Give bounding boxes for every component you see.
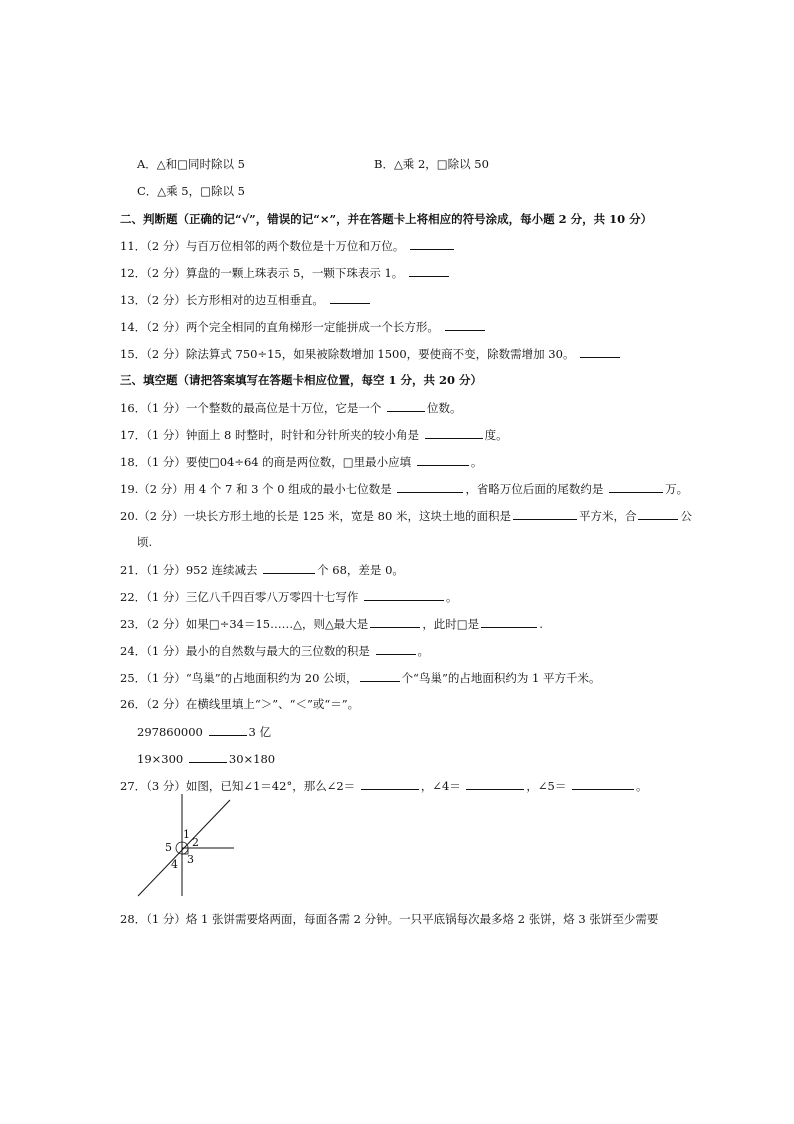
q26-row-1: [137, 724, 271, 739]
question-21: [120, 562, 404, 577]
option-b: B．△乘 2，□除以 50: [374, 157, 489, 171]
angle-label-4: 4: [171, 858, 178, 871]
q26-row1-right: 3 亿: [248, 725, 271, 739]
q24-blank[interactable]: [376, 643, 416, 655]
q27-text: 27．（3 分）如图，已知∠1＝42°，那么∠2＝: [120, 779, 356, 793]
option-a: A．△和□同时除以 5: [137, 157, 245, 171]
q26-row2-blank[interactable]: [189, 751, 227, 763]
q16-suffix: 位数。: [427, 401, 462, 415]
q20-blank-1[interactable]: [513, 508, 577, 520]
q13-text: 13．（2 分）长方形相对的边互相垂直。: [120, 293, 324, 307]
question-11: [120, 238, 456, 253]
q18-blank[interactable]: [417, 454, 469, 466]
question-14: [120, 319, 487, 334]
q17-suffix: 度。: [484, 428, 508, 442]
q17-blank[interactable]: [425, 427, 483, 439]
q23-blank-1[interactable]: [370, 616, 420, 628]
q23-text: 23．（2 分）如果□÷34＝15……△，则△最大是: [120, 617, 369, 631]
q27-middle-2: ，∠5＝: [526, 779, 567, 793]
angle-label-5: 5: [165, 841, 172, 854]
q27-middle-1: ，∠4＝: [420, 779, 461, 793]
q24-text: 24．（1 分）最小的自然数与最大的三位数的积是: [120, 644, 370, 658]
q25-suffix: 个“鸟巢”的占地面积约为 1 平方千米。: [401, 671, 601, 685]
q27-blank-3[interactable]: [572, 778, 634, 790]
q19-blank-2[interactable]: [609, 481, 663, 493]
q24-suffix: 。: [417, 644, 430, 658]
question-18: [120, 454, 482, 469]
question-13: [120, 292, 372, 307]
q14-text: 14．（2 分）两个完全相同的直角梯形一定能拼成一个长方形。: [120, 320, 439, 334]
q27-blank-2[interactable]: [466, 778, 524, 790]
q20-blank-2[interactable]: [638, 508, 678, 520]
q11-text: 11．（2 分）与百万位相邻的两个数位是十万位和万位。: [120, 239, 405, 253]
question-28: 28．（1 分）烙 1 张饼需要烙两面，每面各需 2 分钟。一只平底锅每次最多烙 2 张饼，烙 3 张饼至少需要: [120, 912, 659, 926]
question-15: [120, 346, 622, 361]
q13-blank[interactable]: [330, 292, 370, 304]
q26-row-2: [137, 751, 275, 766]
q20-continuation: 顷.: [137, 535, 153, 549]
q22-blank[interactable]: [364, 589, 444, 601]
q21-suffix: 个 68，差是 0。: [317, 563, 404, 577]
q16-text: 16．（1 分）一个整数的最高位是十万位，它是一个: [120, 401, 382, 415]
q20-suffix: 公: [680, 509, 692, 523]
question-22: [120, 589, 458, 604]
q25-text: 25．（1 分）“鸟巢”的占地面积约为 20 公顷，: [120, 671, 358, 685]
q12-blank[interactable]: [409, 265, 449, 277]
q18-text: 18．（1 分）要使□04÷64 的商是两位数，□里最小应填: [120, 455, 412, 469]
q19-blank-1[interactable]: [397, 481, 463, 493]
question-26: 26．（2 分）在横线里填上“＞”、“＜”或“＝”。: [120, 697, 360, 711]
q19-suffix: 万。: [665, 482, 689, 496]
q22-suffix: 。: [446, 590, 458, 604]
section3-heading: 三、填空题（请把答案填写在答题卡相应位置，每空 1 分，共 20 分）: [120, 373, 483, 387]
q15-text: 15．（2 分）除法算式 750÷15，如果被除数增加 1500，要使商不变，除数需增加 30。: [120, 347, 575, 361]
q21-blank[interactable]: [263, 562, 315, 574]
q11-blank[interactable]: [410, 238, 454, 250]
q21-text: 21．（1 分）952 连续减去: [120, 563, 258, 577]
question-17: [120, 427, 508, 442]
question-19: [120, 481, 688, 496]
q26-row2-right: 30×180: [228, 752, 276, 766]
q22-text: 22．（1 分）三亿八千四百零八万零四十七写作: [120, 590, 359, 604]
angle-label-2: 2: [192, 836, 199, 849]
q27-blank-1[interactable]: [361, 778, 419, 790]
question-23: [120, 616, 543, 631]
q25-blank[interactable]: [360, 670, 400, 682]
question-25: [120, 670, 600, 685]
q23-middle: ，此时□是: [422, 617, 480, 631]
q20-middle: 平方米，合: [578, 509, 637, 523]
angle-label-3: 3: [187, 853, 194, 866]
q15-blank[interactable]: [580, 346, 620, 358]
angle-label-1: 1: [183, 828, 190, 841]
question-20: [120, 508, 692, 523]
q26-row1-left: 297860000: [137, 725, 203, 739]
q20-text: 20.（2 分）一块长方形土地的长是 125 米，宽是 80 米，这块土地的面积是: [120, 509, 511, 523]
q19-text: 19.（2 分）用 4 个 7 和 3 个 0 组成的最小七位数是: [120, 482, 392, 496]
angle-figure: [130, 792, 240, 902]
q17-text: 17．（1 分）钟面上 8 时整时，时针和分针所夹的较小角是: [120, 428, 419, 442]
question-16: [120, 400, 462, 415]
section2-heading: 二、判断题（正确的记“√”，错误的记“×”，并在答题卡上将相应的符号涂成，每小题 2 分，共 10 分）: [120, 212, 653, 226]
q23-blank-2[interactable]: [481, 616, 537, 628]
q14-blank[interactable]: [445, 319, 485, 331]
q26-row1-blank[interactable]: [209, 724, 247, 736]
q27-suffix: 。: [636, 779, 648, 793]
q26-row2-left: 19×300: [137, 752, 184, 766]
q19-middle: ，省略万位后面的尾数约是: [465, 482, 604, 496]
option-c: C．△乘 5，□除以 5: [137, 184, 245, 198]
q23-suffix: .: [539, 617, 543, 631]
q12-text: 12．（2 分）算盘的一颗上珠表示 5，一颗下珠表示 1。: [120, 266, 404, 280]
question-27: [120, 778, 648, 793]
question-12: [120, 265, 451, 280]
q18-suffix: 。: [470, 455, 483, 469]
q16-blank[interactable]: [387, 400, 425, 412]
question-24: [120, 643, 429, 658]
